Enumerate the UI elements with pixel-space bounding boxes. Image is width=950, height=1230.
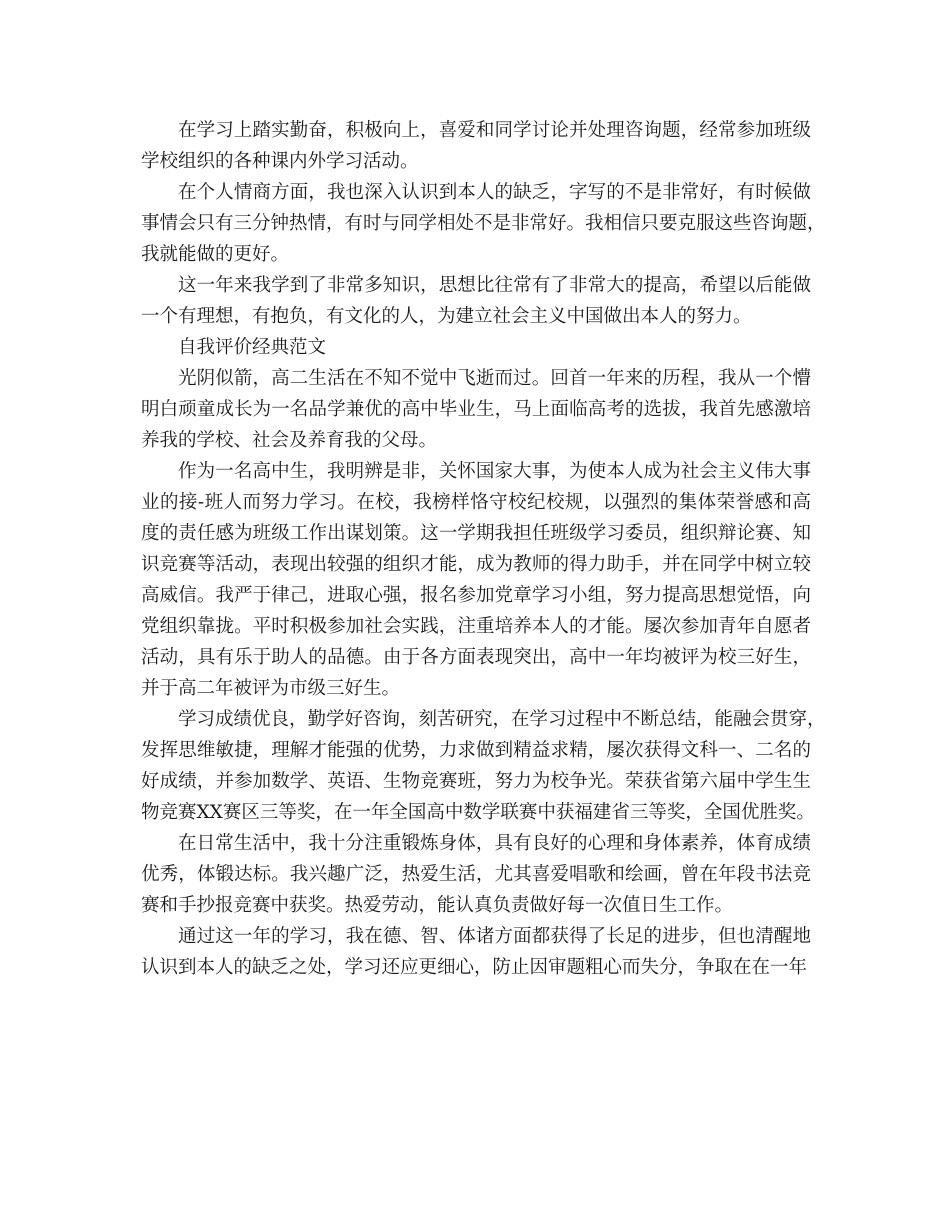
paragraph: [141, 363, 811, 456]
text-line: 在学习上踏实勤奋，积极向上，喜爱和同学讨论并处理咨询题，经常参加班级: [178, 120, 811, 141]
text-line: 作为一名高中生，我明辨是非，关怀国家大事，为使本人成为社会主义伟大事: [178, 461, 811, 482]
text-line: 这一年来我学到了非常多知识，思想比往常有了非常大的提高，希望以后能做: [178, 275, 811, 296]
text-line: 赛和手抄报竞赛中获奖。热爱劳动，能认真负责做好每一次值日生工作。: [141, 895, 734, 916]
paragraph: [141, 177, 826, 270]
document-body: [141, 115, 826, 983]
text-line: 物竞赛XX赛区三等奖，在一年全国高中数学联赛中获福建省三等奖，全国优胜奖。: [141, 802, 815, 823]
text-line: 认识到本人的缺乏之处，学习还应更细心，防止因审题粗心而失分，争取在在一年: [141, 957, 808, 978]
text-line: 光阴似箭，高二生活在不知不觉中飞逝而过。回首一年来的历程，我从一个懵: [178, 368, 811, 389]
text-line: 高威信。我严于律己，进取心强，报名参加党章学习小组，努力提高思想觉悟，向: [141, 585, 811, 606]
text-line: 好成绩，并参加数学、英语、生物竞赛班，努力为校争光。荣获省第六届中学生生: [141, 771, 811, 792]
paragraph: [141, 115, 811, 177]
paragraph: [141, 270, 811, 332]
text-line: 党组织靠拢。平时积极参加社会实践，注重培养本人的才能。屡次参加青年自愿者: [141, 616, 811, 637]
text-line: 在个人情商方面，我也深入认识到本人的缺乏，字写的不是非常好，有时候做: [178, 182, 811, 203]
text-line: 优秀，体锻达标。我兴趣广泛，热爱生活，尤其喜爱唱歌和绘画，曾在年段书法竞: [141, 864, 811, 885]
text-line: 发挥思维敏捷，理解才能强的优势，力求做到精益求精，屡次获得文科一、二名的: [141, 740, 811, 761]
text-line: 通过这一年的学习，我在德、智、体诸方面都获得了长足的进步，但也清醒地: [178, 926, 811, 947]
text-line: 度的责任感为班级工作出谋划策。这一学期我担任班级学习委员，组织辩论赛、知: [141, 523, 811, 544]
text-line: 学校组织的各种课内外学习活动。: [141, 151, 419, 172]
text-line: 在日常生活中，我十分注重锻炼身体，具有良好的心理和身体素养，体育成绩: [178, 833, 811, 854]
text-line: 事情会只有三分钟热情，有时与同学相处不是非常好。我相信只要克服这些咨询题，: [141, 213, 826, 234]
text-line: 明白顽童成长为一名品学兼优的高中毕业生，马上面临高考的选拔，我首先感激培: [141, 399, 811, 420]
text-line: 识竞赛等活动，表现出较强的组织才能，成为教师的得力助手，并在同学中树立较: [141, 554, 811, 575]
paragraph: [141, 704, 826, 828]
paragraph: [141, 456, 811, 704]
paragraph: [141, 921, 811, 983]
text-line: 活动，具有乐于助人的品德。由于各方面表现突出，高中一年均被评为校三好生，: [141, 647, 811, 668]
text-line: 我就能做的更好。: [141, 244, 290, 265]
text-line: 并于高二年被评为市级三好生。: [141, 678, 401, 699]
text-line: 业的接-班人而努力学习。在校，我榜样恪守校纪校规，以强烈的集体荣誉感和高: [141, 492, 811, 513]
paragraph: [141, 828, 811, 921]
section-heading: [141, 332, 811, 363]
text-line: 一个有理想，有抱负，有文化的人，为建立社会主义中国做出本人的努力。: [141, 306, 752, 327]
text-line: 学习成绩优良，勤学好咨询，刻苦研究，在学习过程中不断总结，能融会贯穿，: [178, 709, 826, 730]
text-line: 养我的学校、社会及养育我的父母。: [141, 430, 438, 451]
text-line: 自我评价经典范文: [178, 337, 327, 358]
